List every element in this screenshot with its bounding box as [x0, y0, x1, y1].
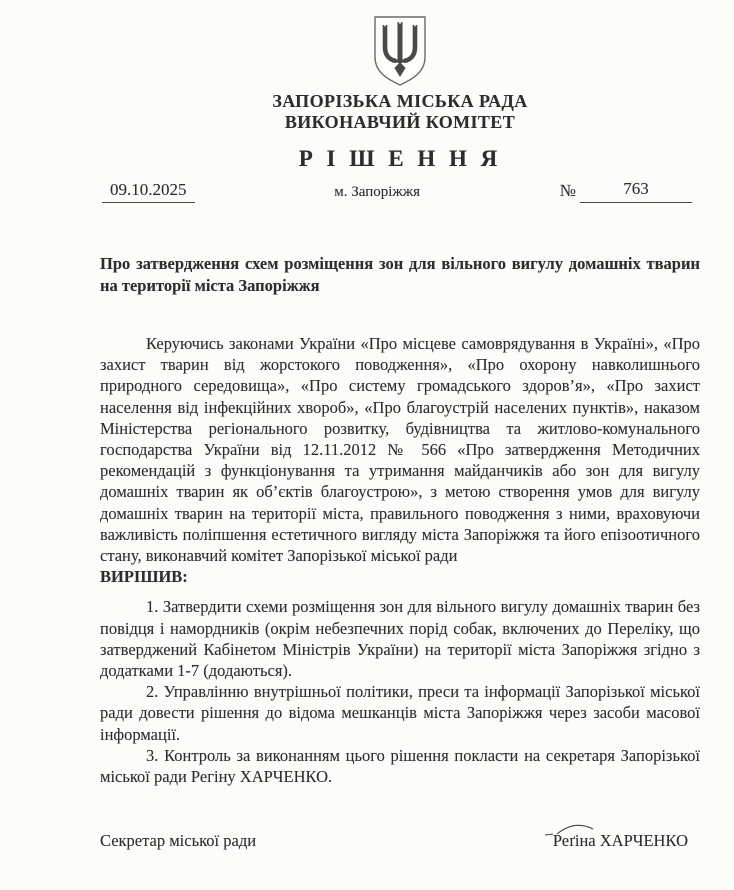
signature-row: [100, 831, 700, 851]
document-number-block: [560, 179, 692, 203]
resolution-item-1: 1. Затвердити схеми розміщення зон для вільного вигулу домашніх тварин без повідця і намордників (окрім небезпечних порід собак, включених до Переліку, що затверджений Кабінетом Міністрів України) на території міста Запоріжжя згідно з додатками 1-7 (додаються).: [100, 597, 700, 681]
document-place: м. Запоріжжя: [334, 184, 421, 200]
number-sign: №: [559, 181, 576, 200]
organization-unit: ВИКОНАВЧИЙ КОМІТЕТ: [284, 112, 516, 132]
preamble-paragraph: Керуючись законами України «Про місцеве самоврядування в Україні», «Про захист тварин від жорстокого поводження», «Про охорону навколишнього природного середовища», «Про систему громадського здоров’я», «Про захист населення від інфекційних хвороб», «Про благоустрій населених пунктів», наказом Міністерства регіонального розвитку, будівництва та житлово-комунального господарства України від 12.11.2012 № 566 «Про затвердження Методичних рекомендацій з функціонування та утримання майданчиків або зон для вигулу домашніх тварин як об’єктів благоустрою», з метою створення умов для вигулу домашніх тварин на території міста, правильного поводження з ними, враховуючи важливість поліпшення естетичного вигляду міста Запоріжжя та його епізоотичного стану, виконавчий комітет Запорізької міської ради: [100, 334, 700, 566]
signatory-position: Секретар міської ради: [100, 831, 257, 851]
organization-name: ЗАПОРІЗЬКА МІСЬКА РАДА: [272, 91, 528, 111]
document-meta-row: [100, 175, 700, 203]
document-number: 763: [580, 179, 692, 203]
signatory-name: [553, 831, 688, 851]
resolution-item-3: 3. Контроль за виконанням цього рішення покласти на секретаря Запорізької міської ради Регіну ХАРЧЕНКО.: [100, 745, 700, 787]
resolution-item-2: 2. Управлінню внутрішньої політики, преси та інформації Запорізької міської ради довести рішення до відома мешканців міста Запоріжжя через засоби масової інформації.: [100, 682, 700, 744]
signatory-name-text: Реґіна ХАРЧЕНКО: [552, 831, 688, 851]
document-date: 09.10.2025: [102, 180, 195, 203]
document-type-title: Р І Ш Е Н Н Я: [298, 146, 502, 171]
document-content: [100, 0, 700, 851]
resolved-heading: ВИРІШИВ:: [100, 567, 188, 587]
subject-line: Про затвердження схем розміщення зон для вільного вигулу домашніх тварин на території міста Запоріжжя: [100, 254, 700, 295]
resolution-items: [100, 596, 700, 787]
ukraine-trident-emblem-icon: [372, 15, 428, 87]
